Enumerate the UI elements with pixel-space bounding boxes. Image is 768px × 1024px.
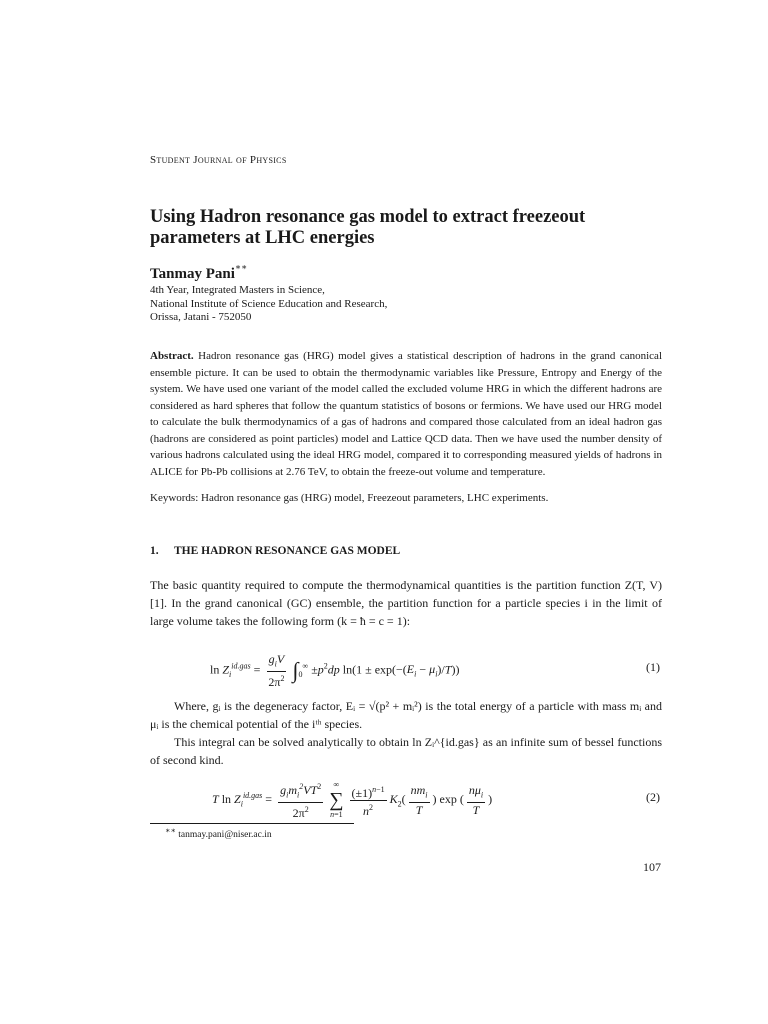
affiliation-line: 4th Year, Integrated Masters in Science, [150,284,325,296]
affiliation-line: National Institute of Science Education and Research, [150,297,388,310]
footnote [165,826,272,840]
section-number: 1. [150,545,159,557]
author-name [150,264,247,283]
equation-1 [150,646,662,690]
keywords: Keywords: Hadron resonance gas (HRG) model, Freezeout parameters, LHC experiments. [150,492,549,504]
author-name-text: Tanmay Pani [150,266,235,282]
body-paragraph: This integral can be solved analytically to obtain ln Zᵢ^{id.gas} as an infinite sum of bessel functions of second kind. [150,735,662,767]
affiliation-line: Orissa, Jatani - 752050 [150,311,252,324]
section-title: THE HADRON RESONANCE GAS MODEL [174,545,401,557]
paper-title: Using Hadron resonance gas model to extract freezeout parameters at LHC energies [150,207,586,248]
equation-2-body: T $\ln Z_i^{id.gas}$ = $\frac{g_im_i^2VT^2}{2\pi^2}$ ∞ ∑ n=1 $\frac{(\pm 1)^{n-1}}{n^2}$ $K_2$( $\frac{nm_i}{T}$ ) exp ( $\frac{n\mu_i}{T}$ ) [212,780,493,821]
page-number: 107 [643,860,661,874]
equation-number: (1) [646,660,660,674]
equation-2 [150,776,662,826]
section-heading [150,545,400,557]
body-paragraph: Where, gᵢ is the degeneracy factor, Eᵢ = √(p² + mᵢ²) is the total energy of a particle with mass mᵢ and μᵢ is the chemical potential of the iᵗʰ species. [150,699,662,731]
abstract-text: Hadron resonance gas (HRG) model gives a statistical description of hadrons in the grand canonical ensemble picture. It can be used to obtain the thermodynamic variables like Pressure, Entropy and Energy of the system. We have used one variant of the model called the excluded volume HRG in which the different hadrons are considered as hard spheres that follow the quantum statistics of bosons or fermions. We have used our HRG model to calculate the bulk thermodynamics of a gas of hadrons and compared those calculated from an ideal hadron gas (hadrons are considered as point particles) model and Lattice QCD data. Then we have used the number density of various hadrons calculated using the ideal HRG model, compared it to corresponding measured yields of hadrons in ALICE for Pb-Pb collisions at 2.76 TeV, to obtain the freeze-out volume and temperature. [150,350,662,478]
footnote-email[interactable]: tanmay.pani@niser.ac.in [178,830,272,841]
journal-header: Student Journal of Physics [150,154,287,166]
affiliation [150,284,387,325]
abstract-label: Abstract. [150,350,194,362]
body-paragraph: The basic quantity required to compute the thermodynamical quantities is the partition function Z(T, V) [1]. In the grand canonical (GC) ensemble, the partition function for a particle species i in the limit of large volume takes the following form (k = ħ = c = 1): [150,578,662,628]
equation-1-body: $\ln Z_i^{id.gas}$ = $\frac{g_iV}{2\pi^2}$ $\int_0^\infty \pm p^2dp$ $\ln(1 \pm \exp(-(E_i - \mu_i)/T))$ [210,652,460,690]
author-footnote-mark: ∗∗ [234,262,248,272]
equation-number: (2) [646,790,660,804]
abstract [150,348,662,480]
footnote-mark: ∗∗ [165,826,176,835]
footnote-rule [150,823,354,824]
